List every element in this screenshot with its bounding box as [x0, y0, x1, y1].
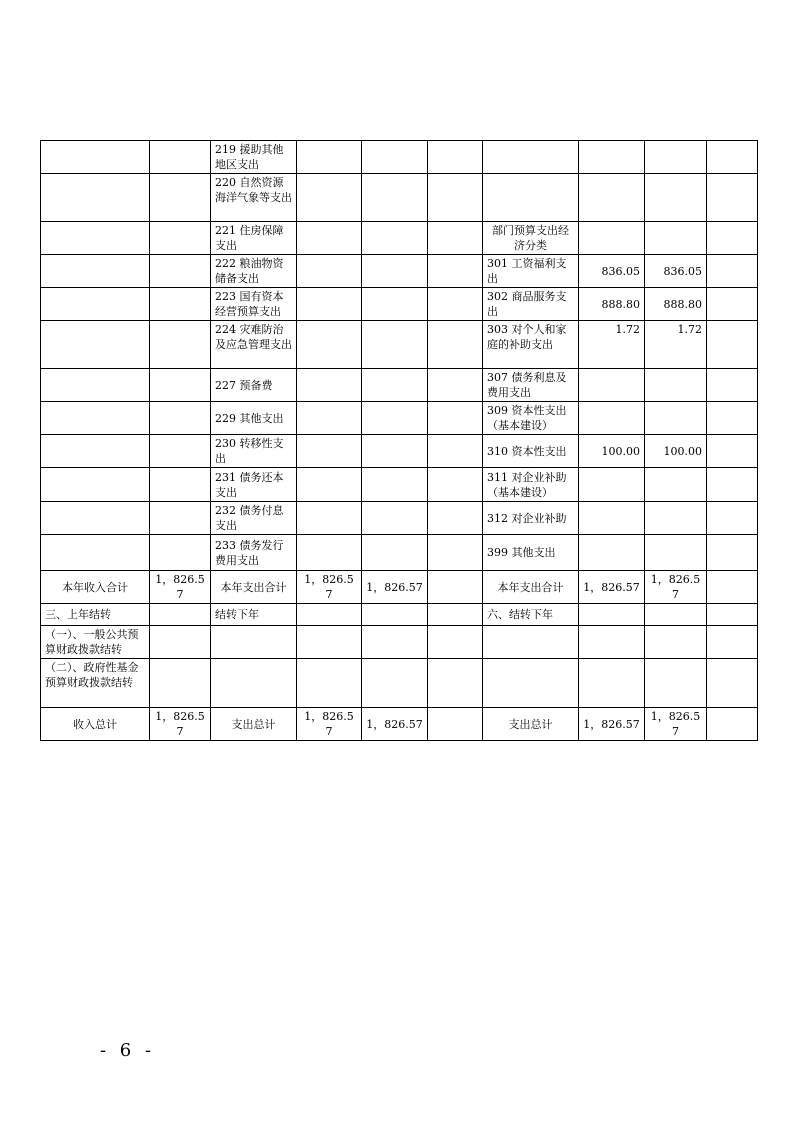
- table-row: [41, 435, 758, 468]
- cell-extra: [707, 604, 758, 626]
- table-row: [41, 141, 758, 174]
- cell-fund-budget: [428, 659, 483, 708]
- cell-economic-budget: 1，826.57: [645, 571, 707, 604]
- cell-economic-class-item: 支出总计: [483, 708, 579, 741]
- cell-general-budget: [362, 659, 428, 708]
- cell-income-item: [41, 502, 150, 535]
- cell-extra: [707, 288, 758, 321]
- cell-fund-budget: [428, 141, 483, 174]
- cell-income-amount: [150, 402, 211, 435]
- table-row: [41, 369, 758, 402]
- cell-income-item: （二）、政府性基金预算财政拨款结转: [41, 659, 150, 708]
- cell-general-budget: 1，826.57: [362, 571, 428, 604]
- cell-expense-amount: [297, 502, 362, 535]
- cell-income-item: 本年收入合计: [41, 571, 150, 604]
- cell-economic-budget: [645, 222, 707, 255]
- cell-income-item: [41, 174, 150, 222]
- cell-expense-item: 233 债务发行费用支出: [211, 535, 297, 571]
- table-row: [41, 402, 758, 435]
- cell-expense-item: 219 援助其他地区支出: [211, 141, 297, 174]
- cell-economic-class-item: [483, 659, 579, 708]
- cell-income-amount: [150, 659, 211, 708]
- cell-economic-budget: [645, 402, 707, 435]
- cell-economic-class-item: 303 对个人和家庭的补助支出: [483, 321, 579, 369]
- cell-extra: [707, 141, 758, 174]
- table-row: [41, 174, 758, 222]
- cell-economic-budget: [645, 369, 707, 402]
- cell-expense-item: 224 灾难防治及应急管理支出: [211, 321, 297, 369]
- cell-expense-amount: [297, 321, 362, 369]
- cell-expense-amount: [297, 222, 362, 255]
- cell-economic-budget: [645, 468, 707, 502]
- cell-expense-item: 231 债务还本支出: [211, 468, 297, 502]
- cell-expense-item: 223 国有资本经营预算支出: [211, 288, 297, 321]
- cell-expense-item: [211, 626, 297, 659]
- cell-economic-budget: [645, 604, 707, 626]
- budget-table: [40, 140, 758, 741]
- cell-economic-amount: 1.72: [579, 321, 645, 369]
- cell-income-item: [41, 321, 150, 369]
- cell-income-amount: 1，826.57: [150, 571, 211, 604]
- cell-expense-amount: [297, 626, 362, 659]
- cell-expense-amount: 1，826.57: [297, 708, 362, 741]
- cell-expense-amount: [297, 141, 362, 174]
- cell-general-budget: 1，826.57: [362, 708, 428, 741]
- table-row: [41, 535, 758, 571]
- cell-extra: [707, 174, 758, 222]
- table-row: [41, 255, 758, 288]
- cell-income-amount: [150, 626, 211, 659]
- cell-economic-amount: [579, 402, 645, 435]
- cell-economic-budget: 100.00: [645, 435, 707, 468]
- cell-economic-class-item: 本年支出合计: [483, 571, 579, 604]
- table-row: [41, 604, 758, 626]
- cell-economic-class-item: [483, 141, 579, 174]
- cell-extra: [707, 571, 758, 604]
- cell-extra: [707, 369, 758, 402]
- table-row: [41, 468, 758, 502]
- cell-economic-budget: [645, 502, 707, 535]
- cell-economic-budget: 888.80: [645, 288, 707, 321]
- cell-fund-budget: [428, 502, 483, 535]
- cell-fund-budget: [428, 604, 483, 626]
- cell-general-budget: [362, 435, 428, 468]
- cell-economic-amount: 888.80: [579, 288, 645, 321]
- cell-general-budget: [362, 288, 428, 321]
- cell-economic-amount: [579, 502, 645, 535]
- cell-income-amount: [150, 468, 211, 502]
- cell-income-item: [41, 402, 150, 435]
- cell-economic-amount: [579, 535, 645, 571]
- cell-general-budget: [362, 535, 428, 571]
- cell-economic-class-item: 302 商品服务支出: [483, 288, 579, 321]
- cell-expense-amount: [297, 468, 362, 502]
- table-row: [41, 222, 758, 255]
- cell-expense-item: 227 预备费: [211, 369, 297, 402]
- cell-economic-budget: [645, 535, 707, 571]
- cell-fund-budget: [428, 626, 483, 659]
- cell-economic-amount: [579, 141, 645, 174]
- cell-income-amount: [150, 435, 211, 468]
- cell-economic-budget: 836.05: [645, 255, 707, 288]
- cell-general-budget: [362, 141, 428, 174]
- cell-economic-class-item: [483, 626, 579, 659]
- cell-fund-budget: [428, 369, 483, 402]
- cell-extra: [707, 222, 758, 255]
- cell-expense-amount: [297, 402, 362, 435]
- table-row: [41, 502, 758, 535]
- cell-economic-amount: [579, 604, 645, 626]
- cell-extra: [707, 402, 758, 435]
- cell-fund-budget: [428, 222, 483, 255]
- cell-income-item: [41, 369, 150, 402]
- cell-general-budget: [362, 626, 428, 659]
- cell-expense-amount: [297, 255, 362, 288]
- cell-economic-budget: [645, 659, 707, 708]
- cell-economic-class-item: 307 债务利息及费用支出: [483, 369, 579, 402]
- cell-economic-class-item: 312 对企业补助: [483, 502, 579, 535]
- cell-income-amount: [150, 141, 211, 174]
- cell-income-amount: [150, 321, 211, 369]
- cell-expense-item: 结转下年: [211, 604, 297, 626]
- cell-general-budget: [362, 255, 428, 288]
- cell-income-amount: [150, 222, 211, 255]
- cell-extra: [707, 659, 758, 708]
- cell-economic-budget: [645, 141, 707, 174]
- cell-general-budget: [362, 468, 428, 502]
- table-row: [41, 708, 758, 741]
- cell-income-item: [41, 435, 150, 468]
- cell-general-budget: [362, 604, 428, 626]
- cell-economic-amount: [579, 174, 645, 222]
- cell-income-item: 收入总计: [41, 708, 150, 741]
- cell-fund-budget: [428, 435, 483, 468]
- cell-expense-item: 222 粮油物资储备支出: [211, 255, 297, 288]
- cell-extra: [707, 321, 758, 369]
- cell-economic-class-item: 301 工资福利支出: [483, 255, 579, 288]
- cell-fund-budget: [428, 708, 483, 741]
- cell-income-amount: [150, 369, 211, 402]
- cell-extra: [707, 535, 758, 571]
- cell-expense-item: 221 住房保障支出: [211, 222, 297, 255]
- cell-economic-class-item: 399 其他支出: [483, 535, 579, 571]
- cell-economic-amount: 100.00: [579, 435, 645, 468]
- table-row: [41, 288, 758, 321]
- cell-extra: [707, 708, 758, 741]
- cell-economic-class-item: 六、结转下年: [483, 604, 579, 626]
- cell-fund-budget: [428, 174, 483, 222]
- page-number: - 6 -: [100, 1040, 156, 1061]
- cell-economic-class-item: [483, 174, 579, 222]
- cell-economic-amount: 836.05: [579, 255, 645, 288]
- cell-expense-item: 220 自然资源海洋气象等支出: [211, 174, 297, 222]
- cell-expense-amount: [297, 659, 362, 708]
- cell-economic-amount: [579, 222, 645, 255]
- cell-expense-item: [211, 659, 297, 708]
- cell-economic-class-item: 310 资本性支出: [483, 435, 579, 468]
- cell-income-amount: [150, 255, 211, 288]
- cell-income-amount: [150, 604, 211, 626]
- cell-extra: [707, 435, 758, 468]
- cell-economic-amount: [579, 369, 645, 402]
- cell-extra: [707, 468, 758, 502]
- cell-income-item: 三、上年结转: [41, 604, 150, 626]
- cell-extra: [707, 626, 758, 659]
- cell-expense-amount: [297, 604, 362, 626]
- cell-economic-amount: 1，826.57: [579, 708, 645, 741]
- cell-general-budget: [362, 222, 428, 255]
- cell-economic-class-item: 309 资本性支出（基本建设）: [483, 402, 579, 435]
- cell-fund-budget: [428, 468, 483, 502]
- cell-expense-amount: [297, 369, 362, 402]
- cell-expense-amount: [297, 535, 362, 571]
- cell-expense-amount: [297, 288, 362, 321]
- cell-expense-item: 本年支出合计: [211, 571, 297, 604]
- table-row: [41, 659, 758, 708]
- cell-expense-item: 支出总计: [211, 708, 297, 741]
- cell-income-amount: 1，826.57: [150, 708, 211, 741]
- cell-extra: [707, 502, 758, 535]
- cell-economic-amount: 1，826.57: [579, 571, 645, 604]
- cell-expense-item: 230 转移性支出: [211, 435, 297, 468]
- cell-fund-budget: [428, 288, 483, 321]
- cell-fund-budget: [428, 535, 483, 571]
- cell-economic-budget: 1，826.57: [645, 708, 707, 741]
- cell-expense-item: 229 其他支出: [211, 402, 297, 435]
- cell-fund-budget: [428, 255, 483, 288]
- cell-general-budget: [362, 402, 428, 435]
- cell-general-budget: [362, 174, 428, 222]
- cell-expense-item: 232 债务付息支出: [211, 502, 297, 535]
- cell-fund-budget: [428, 571, 483, 604]
- cell-fund-budget: [428, 321, 483, 369]
- cell-fund-budget: [428, 402, 483, 435]
- cell-expense-amount: 1，826.57: [297, 571, 362, 604]
- cell-economic-amount: [579, 626, 645, 659]
- cell-extra: [707, 255, 758, 288]
- table-row: [41, 626, 758, 659]
- cell-economic-class-item: 311 对企业补助（基本建设）: [483, 468, 579, 502]
- cell-income-amount: [150, 535, 211, 571]
- cell-general-budget: [362, 369, 428, 402]
- cell-income-item: [41, 535, 150, 571]
- cell-expense-amount: [297, 174, 362, 222]
- cell-general-budget: [362, 502, 428, 535]
- cell-economic-class-item: 部门预算支出经济分类: [483, 222, 579, 255]
- cell-economic-budget: [645, 174, 707, 222]
- table-row: [41, 571, 758, 604]
- cell-income-item: [41, 468, 150, 502]
- cell-income-amount: [150, 174, 211, 222]
- cell-economic-budget: 1.72: [645, 321, 707, 369]
- cell-economic-budget: [645, 626, 707, 659]
- cell-expense-amount: [297, 435, 362, 468]
- cell-economic-amount: [579, 659, 645, 708]
- cell-income-item: （一）、一般公共预算财政拨款结转: [41, 626, 150, 659]
- cell-income-item: [41, 141, 150, 174]
- cell-income-amount: [150, 288, 211, 321]
- cell-income-item: [41, 222, 150, 255]
- cell-general-budget: [362, 321, 428, 369]
- cell-income-item: [41, 255, 150, 288]
- cell-economic-amount: [579, 468, 645, 502]
- table-row: [41, 321, 758, 369]
- table-body: [41, 141, 758, 741]
- cell-income-amount: [150, 502, 211, 535]
- cell-income-item: [41, 288, 150, 321]
